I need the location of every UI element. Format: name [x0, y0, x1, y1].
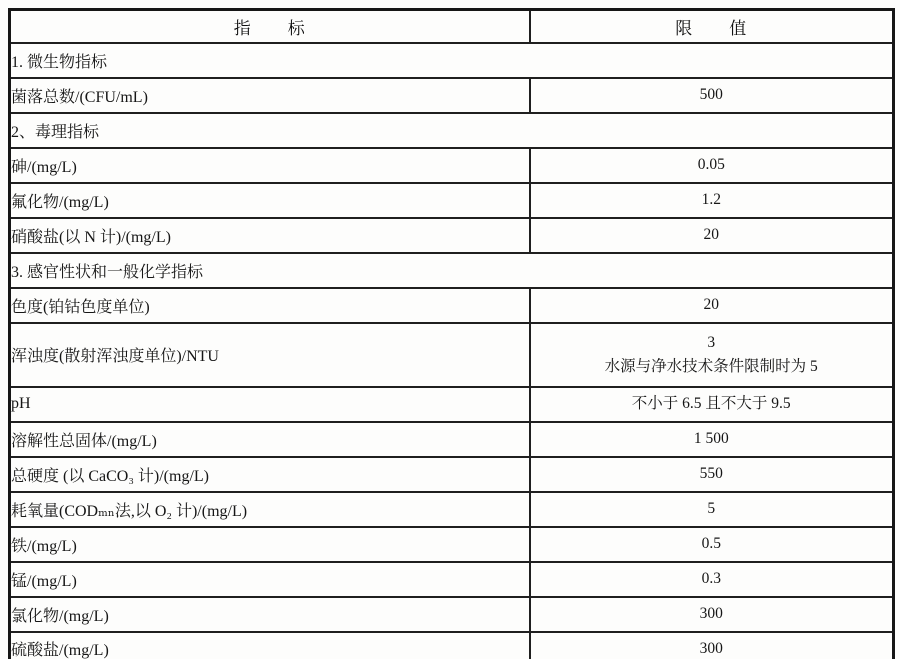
indicator-label: pH	[10, 387, 530, 422]
limit-value: 0.3	[530, 562, 894, 597]
column-header-limit: 限 值	[530, 10, 894, 43]
limit-value: 300	[530, 597, 894, 632]
limit-value: 550	[530, 457, 894, 492]
indicator-label: 铁/(mg/L)	[10, 527, 530, 562]
limit-value: 20	[530, 288, 894, 323]
table-row	[10, 78, 894, 113]
section-row	[10, 253, 894, 288]
indicator-label: 硝酸盐(以 N 计)/(mg/L)	[10, 218, 530, 253]
limit-value: 20	[530, 218, 894, 253]
limit-value: 300	[530, 632, 894, 659]
limit-value: 0.05	[530, 148, 894, 183]
limit-value	[530, 323, 894, 387]
section-label: 3. 感官性状和一般化学指标	[10, 253, 894, 288]
limit-value-line2: 水源与净水技术条件限制时为 5	[604, 357, 818, 375]
table-body	[10, 43, 894, 659]
column-header-indicator: 指 标	[10, 10, 530, 43]
limit-value: 1.2	[530, 183, 894, 218]
section-label: 2、毒理指标	[10, 113, 894, 148]
table-row	[10, 597, 894, 632]
section-label: 1. 微生物指标	[10, 43, 894, 78]
limit-value: 500	[530, 78, 894, 113]
table-row	[10, 527, 894, 562]
table-row	[10, 183, 894, 218]
limit-value-line1: 3	[707, 334, 716, 352]
table-row	[10, 562, 894, 597]
indicator-label: 氟化物/(mg/L)	[10, 183, 530, 218]
section-row	[10, 113, 894, 148]
table-row	[10, 218, 894, 253]
table-row	[10, 632, 894, 659]
header-row	[10, 10, 894, 43]
limit-value: 不小于 6.5 且不大于 9.5	[530, 387, 894, 422]
limit-value: 1 500	[530, 422, 894, 457]
table-row	[10, 457, 894, 492]
table-row	[10, 387, 894, 422]
indicator-label: 氯化物/(mg/L)	[10, 597, 530, 632]
indicator-label: 硫酸盐/(mg/L)	[10, 632, 530, 659]
table-header	[10, 10, 894, 43]
table-row	[10, 323, 894, 387]
section-row	[10, 43, 894, 78]
indicator-label: 总硬度 (以 CaCO₃ 计)/(mg/L)	[10, 457, 530, 492]
table-row	[10, 492, 894, 527]
table-row	[10, 148, 894, 183]
indicator-label: 砷/(mg/L)	[10, 148, 530, 183]
indicator-label: 色度(铂钴色度单位)	[10, 288, 530, 323]
indicator-label: 锰/(mg/L)	[10, 562, 530, 597]
standard-limits-table	[8, 8, 895, 659]
indicator-label: 溶解性总固体/(mg/L)	[10, 422, 530, 457]
indicator-label: 菌落总数/(CFU/mL)	[10, 78, 530, 113]
indicator-label: 耗氧量(CODₘₙ法,以 O₂ 计)/(mg/L)	[10, 492, 530, 527]
table-row	[10, 288, 894, 323]
table-row	[10, 422, 894, 457]
limit-value: 0.5	[530, 527, 894, 562]
limit-value: 5	[530, 492, 894, 527]
indicator-label: 浑浊度(散射浑浊度单位)/NTU	[10, 323, 530, 387]
